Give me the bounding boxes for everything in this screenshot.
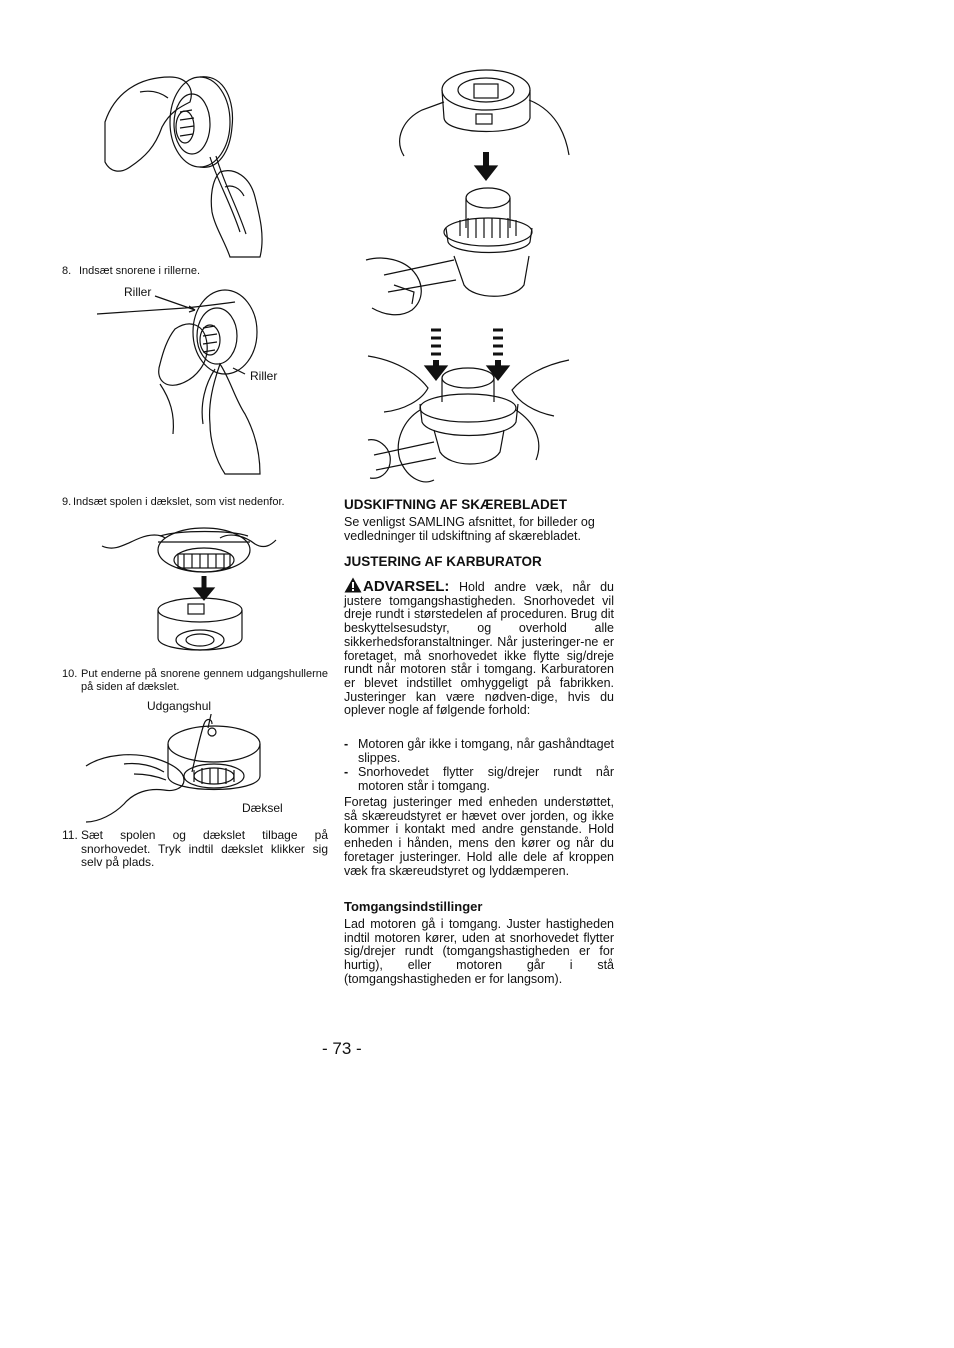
warning-label: ADVARSEL:	[363, 578, 450, 595]
label-udgangshul: Udgangshul	[147, 699, 212, 713]
heading-udskiftning: UDSKIFTNING AF SKÆREBLADET	[344, 497, 567, 512]
bullet-item: - Motoren går ikke i tomgang, når gashåndtaget slippes.	[344, 737, 614, 765]
step-11	[62, 829, 328, 871]
page-number: - 73 -	[322, 1039, 362, 1058]
heading-justering: JUSTERING AF KARBURATOR	[344, 554, 542, 569]
step-text: Put enderne på snorene gennem udgangshullerne på siden af dækslet.	[81, 668, 328, 693]
body-udskiftning: Se venligst SAMLING afsnittet, for billeder og vedledninger til udskiftning af skærebladet.	[344, 515, 595, 543]
step-text: Indsæt spolen i dækslet, som vist nedenfor.	[73, 496, 285, 508]
step-8	[62, 265, 332, 279]
body-after-bullets: Foretag justeringer med enheden understøttet, så skæreudstyret er hævet over jorden, og ikke kommer i kontakt med andre genstande. Hold enheden i hånden, mens den kører og når du foretager justeringer. Hold alle dele af kroppen væk fra skæreudstyret og lyddæmperen.	[344, 795, 614, 878]
step-text: Indsæt snorene i rillerne.	[79, 265, 201, 277]
step-number: 9.	[62, 496, 72, 508]
step-10	[62, 668, 328, 696]
warning-text: Hold andre væk, når du justere tomgangshastigheden. Snorhovedet vil dreje rundt i størstedelen af proceduren. Brug dit beskyttelsesudstyr, og overhold alle sikkerhedsforanstaltninger. Når justeringer-ne er foretaget, må snorhovedet ikke flytte sig/dreje rundt når motoren står i tomgang. Karburatoren er blevet indstillet omhyggeligt på fabrikken. Justeringer kan være nødven-dige, hvis du oplever nogle af følgende forhold:	[344, 580, 614, 718]
step-number: 11.	[62, 828, 78, 842]
figure-reassemble-head	[364, 60, 574, 490]
label-daeksel: Dæksel	[242, 801, 283, 815]
step-number: 10.	[62, 668, 78, 680]
step-9	[62, 496, 332, 510]
figure-spool-grooves	[95, 284, 278, 489]
heading-tomgang: Tomgangsindstillinger	[344, 899, 483, 914]
step-number: 8.	[62, 265, 72, 277]
warning-paragraph	[344, 577, 614, 718]
bullet-text: Snorhovedet flytter sig/drejer rundt når motoren står i tomgang.	[358, 765, 614, 793]
label-riller-bottom: Riller	[250, 369, 278, 383]
bullet-text: Motoren går ikke i tomgang, når gashåndtaget slippes.	[358, 737, 614, 765]
warning-triangle-icon	[344, 577, 362, 593]
warning-block	[344, 577, 614, 718]
label-riller-top: Riller	[124, 285, 152, 299]
bullet-item: - Snorhovedet flytter sig/drejer rundt når motoren står i tomgang.	[344, 765, 614, 793]
body-tomgang: Lad motoren gå i tomgang. Juster hastigheden indtil motoren kører, uden at snorhovedet flytter sig/drejer rundt (tomgangshastigheden er for hurtig), eller motoren går i stå (tomgangshastigheden er for langsom).	[344, 917, 614, 986]
step-text: Sæt spolen og dækslet tilbage på snorhovedet. Tryk indtil dækslet klikker sig selv på plads.	[81, 828, 328, 869]
figure-winding-spool	[100, 62, 280, 262]
figure-spool-into-cover	[100, 514, 280, 666]
